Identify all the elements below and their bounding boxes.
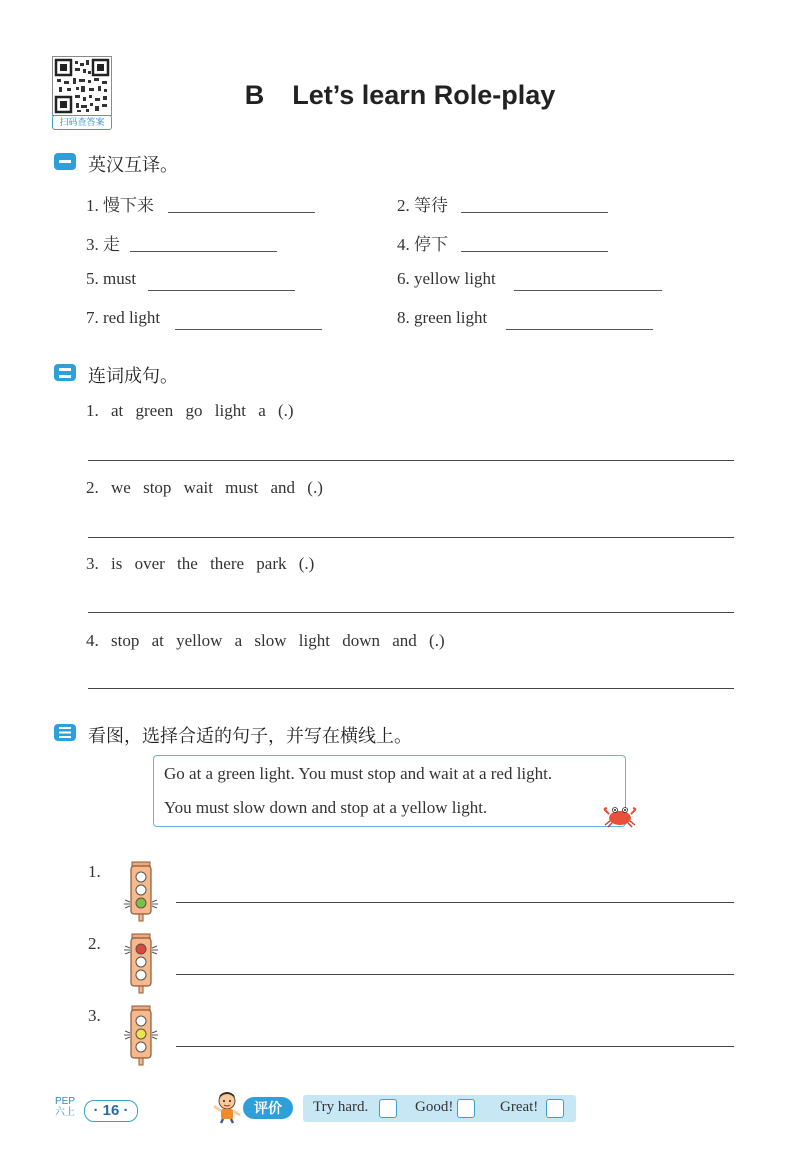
picture-number: 2.: [88, 934, 101, 953]
sentence-bank-line-1: Go at a green light. You must stop and wait at a red light.: [164, 764, 553, 783]
kid-mascot-icon: [210, 1090, 244, 1129]
qr-label: 扫码查答案: [52, 115, 112, 130]
translate-item: 5. must: [86, 269, 137, 288]
writing-line[interactable]: [88, 537, 734, 538]
page-number: · 16 ·: [84, 1100, 138, 1122]
answer-line[interactable]: [148, 290, 295, 291]
sentence-bank-line-2: You must slow down and stop at a yellow light.: [164, 798, 488, 817]
scrambled-sentence: 4. stop at yellow a slow light down and (.): [86, 631, 445, 650]
section-one-icon: [54, 153, 76, 170]
page-title: [0, 80, 800, 111]
rating-label: Good!: [415, 1099, 454, 1115]
scrambled-sentence: 3. is over the there park (.): [86, 554, 315, 573]
yellow-traffic-light-icon: [122, 1004, 160, 1071]
picture-number: 1.: [88, 862, 101, 881]
section-one-title: 英汉互译。: [88, 155, 178, 175]
answer-line[interactable]: [168, 212, 315, 213]
translate-item: 7. red light: [86, 308, 161, 327]
self-rating-bar: [303, 1095, 576, 1122]
picture-number: 3.: [88, 1006, 101, 1025]
answer-line[interactable]: [175, 329, 322, 330]
pep-label: PEP: [55, 1096, 76, 1107]
section-two-title: 连词成句。: [88, 366, 178, 386]
scrambled-sentence: 2. we stop wait must and (.): [86, 478, 323, 497]
answer-line[interactable]: [130, 251, 277, 252]
writing-line[interactable]: [176, 974, 734, 975]
red-traffic-light-icon: [122, 932, 160, 999]
title-text: Let’s learn Role-play: [292, 80, 556, 110]
rating-checkbox[interactable]: [379, 1099, 397, 1118]
scrambled-sentence: 1. at green go light a (.): [86, 401, 294, 420]
answer-line[interactable]: [506, 329, 653, 330]
writing-line[interactable]: [176, 1046, 734, 1047]
crab-icon: [603, 802, 637, 833]
writing-line[interactable]: [88, 460, 734, 461]
grade-badge: [55, 1096, 75, 1118]
translate-item: 2. 等待: [397, 196, 448, 215]
section-two-icon: [54, 364, 76, 381]
translate-item: 3. 走: [86, 235, 120, 254]
title-letter: B: [244, 80, 265, 110]
green-traffic-light-icon: [122, 860, 160, 927]
writing-line[interactable]: [176, 902, 734, 903]
section-three-title: 看图，选择合适的句子，并写在横线上。: [88, 726, 412, 746]
rating-checkbox[interactable]: [457, 1099, 475, 1118]
translate-item: 1. 慢下来: [86, 196, 154, 215]
sentence-bank: [153, 755, 626, 827]
writing-line[interactable]: [88, 688, 734, 689]
grade-label: 六上: [55, 1107, 75, 1118]
answer-line[interactable]: [461, 251, 608, 252]
translate-item: 4. 停下: [397, 235, 448, 254]
answer-line[interactable]: [514, 290, 662, 291]
evaluation-tag: 评价: [243, 1097, 293, 1119]
translate-item: 6. yellow light: [397, 269, 496, 288]
rating-label: Try hard.: [313, 1099, 369, 1115]
rating-checkbox[interactable]: [546, 1099, 564, 1118]
section-three-icon: [54, 724, 76, 741]
answer-line[interactable]: [461, 212, 608, 213]
writing-line[interactable]: [88, 612, 734, 613]
translate-item: 8. green light: [397, 308, 488, 327]
rating-label: Great!: [500, 1099, 539, 1115]
